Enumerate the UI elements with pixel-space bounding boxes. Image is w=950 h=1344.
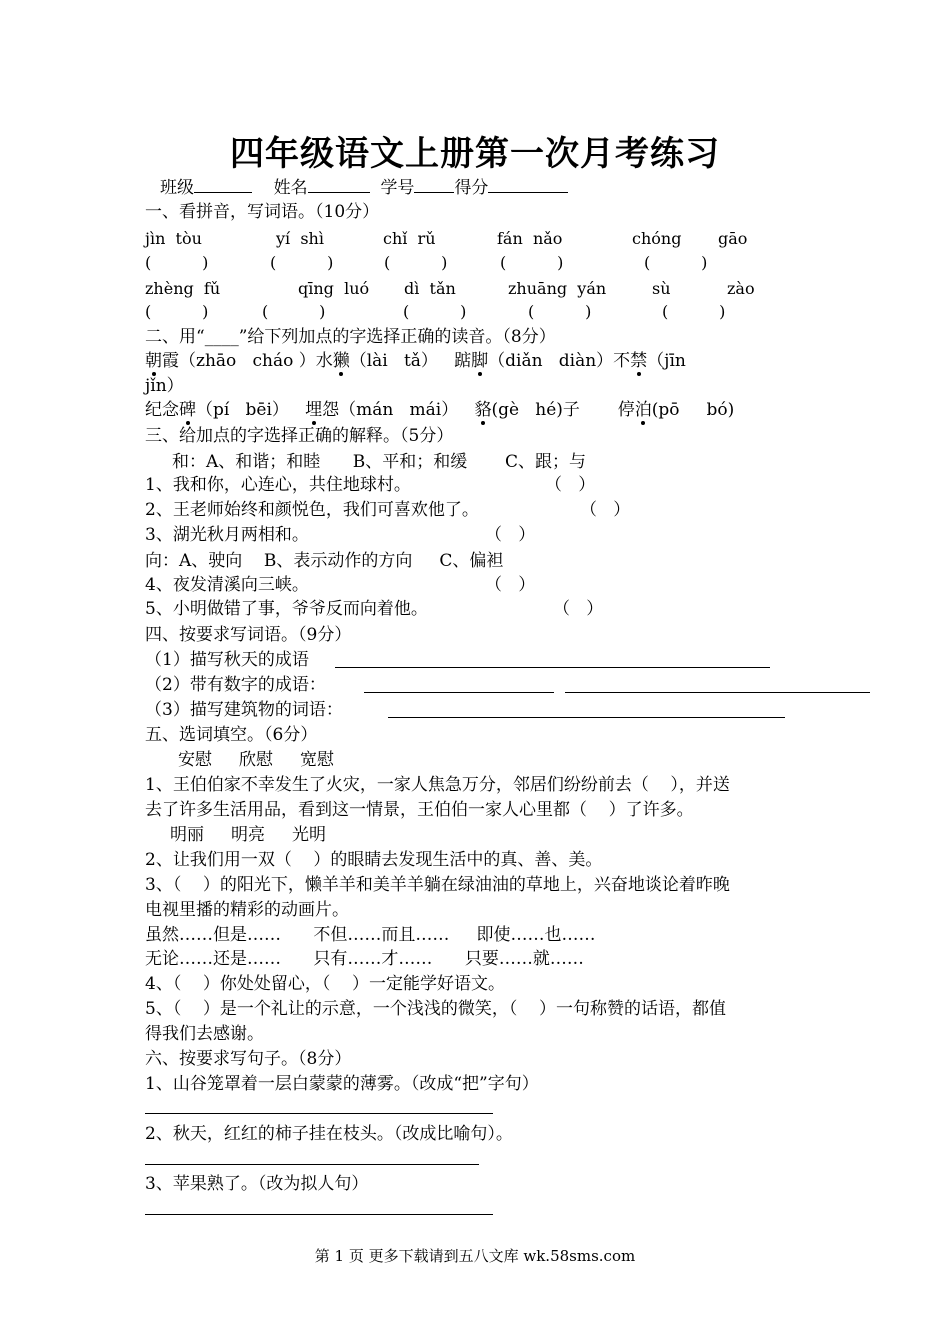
class-label: 班级 bbox=[160, 178, 194, 198]
pinyin-8: qīng luó bbox=[298, 279, 370, 298]
word-text: 纪念 bbox=[145, 400, 179, 420]
s5-question-5b: 得我们去感谢。 bbox=[145, 1024, 264, 1044]
s3-question-4: 4、夜发清溪向三峡。 bbox=[145, 575, 309, 595]
s5-question-1b: 去了许多生活用品，看到这一情景，王伯伯一家人心里都（ ）了许多。 bbox=[145, 800, 694, 820]
answer-paren-6[interactable]: ( ) bbox=[145, 302, 209, 321]
section3-heading: 三、给加点的字选择正确的解释。（5分） bbox=[145, 426, 454, 446]
reading-options: (gè hé)子 停 bbox=[491, 400, 635, 420]
dotted-char: 碑 bbox=[179, 400, 196, 420]
s5-question-2: 2、让我们用一双（ ）的眼睛去发现生活中的真、善、美。 bbox=[145, 850, 603, 870]
word-choices-2: 明丽 明亮 光明 bbox=[170, 825, 327, 845]
page-title: 四年级语文上册第一次月考练习 bbox=[230, 134, 720, 174]
s3-answer-5[interactable]: （ ） bbox=[553, 599, 604, 619]
s6-answer-line-3[interactable] bbox=[145, 1214, 493, 1215]
s3-question-3: 3、湖光秋月两相和。 bbox=[145, 525, 309, 545]
student-info-line bbox=[160, 176, 568, 199]
answer-paren-7[interactable]: ( ) bbox=[262, 302, 326, 321]
reading-options: （jīn bbox=[647, 351, 686, 371]
dotted-char: 朝 bbox=[145, 351, 162, 371]
section2-heading: 二、用“____”给下列加点的字选择正确的读音。（8分） bbox=[145, 327, 556, 347]
s5-question-1a: 1、王伯伯家不幸发生了火灾，一家人焦急万分，邻居们纷纷前去（ ），并送 bbox=[145, 775, 730, 795]
reading-options: (pō bó) bbox=[651, 400, 735, 420]
pinyin-9: dì tǎn bbox=[404, 279, 456, 298]
answer-paren-8[interactable]: ( ) bbox=[403, 302, 467, 321]
pinyin-10: zhuāng yán bbox=[508, 279, 607, 298]
s3-question-1: 1、我和你，心连心，共住地球村。 bbox=[145, 475, 411, 495]
dotted-char: 禁 bbox=[630, 351, 648, 371]
s3-question-2: 2、王老师始终和颜悦色，我们可喜欢他了。 bbox=[145, 500, 479, 520]
s3-question-5: 5、小明做错了事，爷爷反而向着他。 bbox=[145, 599, 428, 619]
s4-answer-line-3[interactable] bbox=[388, 717, 785, 718]
section2-line2: jǐn） bbox=[145, 376, 184, 396]
section6-heading: 六、按要求写句子。（8分） bbox=[145, 1049, 352, 1069]
pinyin-7: zhèng fǔ bbox=[145, 279, 221, 298]
reading-options: 霞（zhāo cháo ）水 bbox=[162, 351, 333, 371]
s6-question-2: 2、秋天，红红的柿子挂在枝头。（改成比喻句）。 bbox=[145, 1124, 513, 1144]
answer-paren-1[interactable]: ( ) bbox=[145, 253, 209, 272]
s3-answer-3[interactable]: （ ） bbox=[485, 525, 536, 545]
pinyin-6: gāo bbox=[718, 229, 748, 248]
dotted-char: 貉 bbox=[474, 400, 492, 420]
pinyin-3: chǐ rǔ bbox=[383, 229, 436, 248]
name-blank bbox=[308, 176, 370, 193]
s5-question-3a: 3、（ ）的阳光下，懒羊羊和美羊羊躺在绿油油的草地上，兴奋地谈论着昨晚 bbox=[145, 875, 730, 895]
conjunction-choices-1: 虽然……但是…… 不但……而且…… 即使……也…… bbox=[145, 925, 596, 945]
pinyin-2: yí shì bbox=[276, 229, 324, 248]
id-blank bbox=[414, 176, 454, 193]
s4-item-1: （1）描写秋天的成语 bbox=[145, 650, 309, 670]
s3-answer-2[interactable]: （ ） bbox=[580, 500, 631, 520]
score-label: 得分 bbox=[454, 178, 489, 198]
pinyin-11: sù bbox=[652, 279, 671, 298]
s5-question-3b: 电视里播的精彩的动画片。 bbox=[145, 900, 349, 920]
pinyin-12: zào bbox=[727, 279, 755, 298]
pinyin-1: jìn tòu bbox=[145, 229, 202, 248]
section2-line3 bbox=[145, 399, 734, 421]
section4-heading: 四、按要求写词语。（9分） bbox=[145, 625, 352, 645]
s4-answer-line-2a[interactable] bbox=[364, 692, 554, 693]
answer-paren-10[interactable]: ( ) bbox=[662, 302, 726, 321]
reading-options: 怨（mán mái） bbox=[322, 400, 475, 420]
xiang-options: 向：A、驶向 B、表示动作的方向 C、偏袒 bbox=[145, 551, 504, 571]
name-label: 姓名 bbox=[273, 178, 308, 198]
s5-question-5a: 5、（ ）是一个礼让的示意，一个浅浅的微笑，（ ）一句称赞的话语，都值 bbox=[145, 999, 727, 1019]
answer-paren-9[interactable]: ( ) bbox=[528, 302, 592, 321]
s4-item-2: （2）带有数字的成语： bbox=[145, 675, 326, 695]
answer-paren-2[interactable]: ( ) bbox=[270, 253, 334, 272]
s6-answer-line-2[interactable] bbox=[145, 1164, 479, 1165]
dotted-char: 泊 bbox=[634, 400, 652, 420]
s4-answer-line-1[interactable] bbox=[335, 667, 770, 668]
class-blank bbox=[194, 176, 252, 193]
s5-question-4: 4、（ ）你处处留心，（ ）一定能学好语文。 bbox=[145, 974, 506, 994]
dotted-char: 埋 bbox=[305, 400, 323, 420]
s3-answer-1[interactable]: （ ） bbox=[545, 475, 596, 495]
word-choices-1: 安慰 欣慰 宽慰 bbox=[178, 750, 335, 770]
s6-question-3: 3、苹果熟了。（改为拟人句） bbox=[145, 1174, 369, 1194]
answer-paren-3[interactable]: ( ) bbox=[384, 253, 448, 272]
pinyin-5: chóng bbox=[632, 229, 682, 248]
conjunction-choices-2: 无论……还是…… 只有……才…… 只要……就…… bbox=[145, 949, 584, 969]
s3-answer-4[interactable]: （ ） bbox=[485, 575, 536, 595]
score-blank bbox=[488, 176, 568, 193]
answer-paren-5[interactable]: ( ) bbox=[644, 253, 708, 272]
s4-answer-line-2b[interactable] bbox=[565, 692, 870, 693]
id-label: 学号 bbox=[380, 178, 415, 198]
answer-paren-4[interactable]: ( ) bbox=[500, 253, 564, 272]
section1-heading: 一、看拼音，写词语。（10分） bbox=[145, 202, 380, 222]
he-options: 和：A、和谐；和睦 B、平和；和缓 C、跟；与 bbox=[172, 452, 587, 472]
pinyin-4: fán nǎo bbox=[497, 229, 563, 248]
page-footer: 第 1 页 更多下载请到五八文库 wk.58sms.com bbox=[314, 1247, 636, 1265]
section5-heading: 五、选词填空。（6分） bbox=[145, 725, 318, 745]
reading-options: （diǎn diàn）不 bbox=[488, 351, 631, 371]
dotted-char: 獭 bbox=[332, 351, 350, 371]
s4-item-3: （3）描写建筑物的词语： bbox=[145, 700, 343, 720]
reading-options: （lài tǎ） 踮 bbox=[349, 351, 472, 371]
dotted-char: 脚 bbox=[471, 351, 489, 371]
s6-question-1: 1、山谷笼罩着一层白蒙蒙的薄雾。（改成“把”字句） bbox=[145, 1074, 539, 1094]
reading-options: （pí bēi） bbox=[196, 400, 306, 420]
s6-answer-line-1[interactable] bbox=[145, 1113, 493, 1114]
section2-line1 bbox=[145, 350, 686, 372]
